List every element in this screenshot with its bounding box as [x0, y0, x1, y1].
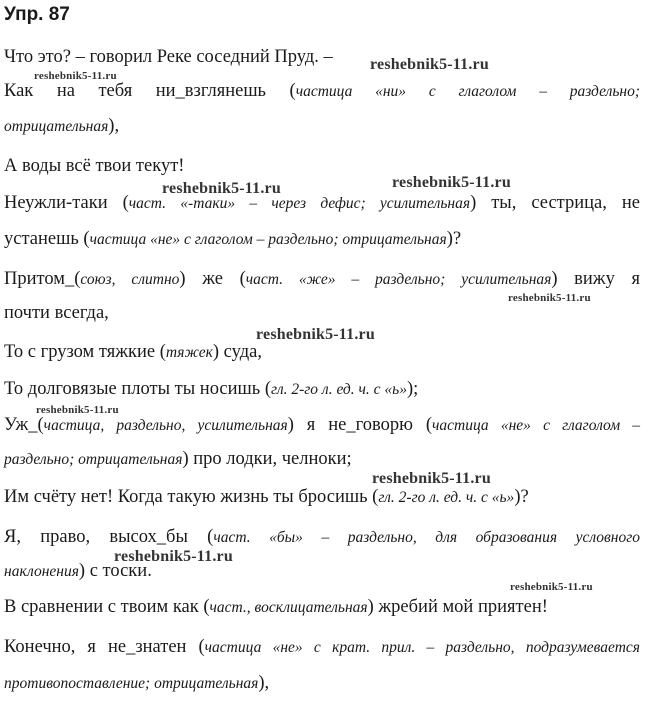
watermark: reshebnik5-11.ru [162, 180, 281, 197]
line-text: А воды всё твои текут! [4, 156, 185, 176]
grammar-comment: противопоставление; отрицательная [4, 675, 259, 692]
line-text: Им счёту нет! Когда такую жизнь ты бросишь ( [4, 487, 379, 507]
grammar-comment: частица «не» с крат. прил. – раздельно, подразумевается [204, 639, 640, 656]
grammar-comment: раздельно; отрицательная [4, 451, 183, 468]
text-line-18 [4, 672, 640, 695]
watermark: reshebnik5-11.ru [392, 174, 511, 191]
text-line-10 [4, 378, 640, 401]
text-line-13 [4, 486, 640, 509]
text-line-15 [4, 560, 640, 583]
line-text: Уж_( [4, 415, 44, 435]
line-tail: ), [108, 116, 120, 136]
text-line-11 [4, 414, 640, 437]
text-line-2 [4, 80, 640, 103]
watermark: reshebnik5-11.ru [34, 70, 117, 82]
line-tail: ), [258, 673, 270, 693]
line-tail: ) вижу я [551, 269, 640, 289]
line-tail: )? [446, 229, 462, 249]
line-text: То с грузом тяжкие ( [4, 342, 166, 362]
line-tail: ) с тоски. [78, 561, 152, 581]
line-tail: ) ты, сестрица, не [470, 193, 640, 213]
grammar-comment: союз, слитно [80, 271, 180, 288]
text-line-1 [4, 46, 640, 68]
grammar-comment: частица «не» с глаголом – раздельно; отрицательная [89, 231, 447, 248]
line-text: То долговязые плоты ты носишь ( [4, 379, 271, 399]
watermark: reshebnik5-11.ru [114, 548, 233, 565]
line-tail: ) суда, [212, 342, 262, 362]
watermark: reshebnik5-11.ru [372, 470, 491, 487]
text-line-5 [4, 192, 640, 215]
grammar-comment: гл. 2-го л. ед. ч. с «ь» [271, 381, 407, 398]
grammar-comment: част. «же» – раздельно; усилительная [245, 271, 552, 288]
line-text: Как на тебя ни_взглянешь ( [4, 81, 296, 101]
grammar-comment: частица, раздельно, усилительная [43, 417, 288, 434]
text-line-12 [4, 448, 640, 471]
grammar-comment: част. «бы» – раздельно, для образования условного [213, 529, 640, 546]
grammar-comment: тяжек [165, 344, 213, 361]
exercise-title: Упр. 87 [4, 4, 70, 25]
grammar-comment: частица «ни» с глаголом – раздельно; [295, 83, 640, 100]
line-tail: ) я не_говорю ( [287, 415, 432, 435]
line-text: В сравнении с твоим как ( [4, 597, 210, 617]
watermark: reshebnik5-11.ru [508, 292, 591, 304]
watermark: reshebnik5-11.ru [510, 581, 593, 593]
text-line-17 [4, 636, 640, 659]
text-line-9 [4, 341, 640, 364]
line-text: Что это? – говорил Реке соседний Пруд. – [4, 47, 333, 67]
line-text: почти всегда, [4, 303, 109, 323]
text-line-8 [4, 302, 640, 324]
text-line-6 [4, 228, 640, 251]
watermark: reshebnik5-11.ru [256, 326, 375, 343]
text-line-4 [4, 155, 640, 177]
line-tail: ) же ( [179, 269, 246, 289]
grammar-comment: наклонения [4, 563, 79, 580]
line-tail: )? [514, 487, 529, 507]
grammar-comment: отрицательная [4, 118, 109, 135]
text-line-16 [4, 596, 640, 619]
line-tail: ) про лодки, челноки; [182, 449, 352, 469]
line-text: Я, право, высох_бы ( [4, 527, 214, 547]
grammar-comment: част. «-таки» – через дефис; усилительная [128, 195, 471, 212]
line-text: Конечно, я не_знатен ( [4, 637, 205, 657]
line-tail: ) жребий мой приятен! [367, 597, 548, 617]
grammar-comment: част., восклицательная [209, 599, 368, 616]
line-text: Притом_( [4, 269, 81, 289]
line-text: Неужли-таки ( [4, 193, 129, 213]
grammar-comment: частица «не» с глаголом – [432, 417, 641, 434]
text-line-7 [4, 268, 640, 291]
text-line-14 [4, 526, 640, 549]
text-line-3 [4, 115, 640, 138]
watermark: reshebnik5-11.ru [36, 404, 119, 416]
watermark: reshebnik5-11.ru [370, 56, 489, 73]
grammar-comment: гл. 2-го л. ед. ч. с «ь» [378, 489, 515, 506]
line-tail: ); [406, 379, 419, 399]
line-text: устанешь ( [4, 229, 90, 249]
